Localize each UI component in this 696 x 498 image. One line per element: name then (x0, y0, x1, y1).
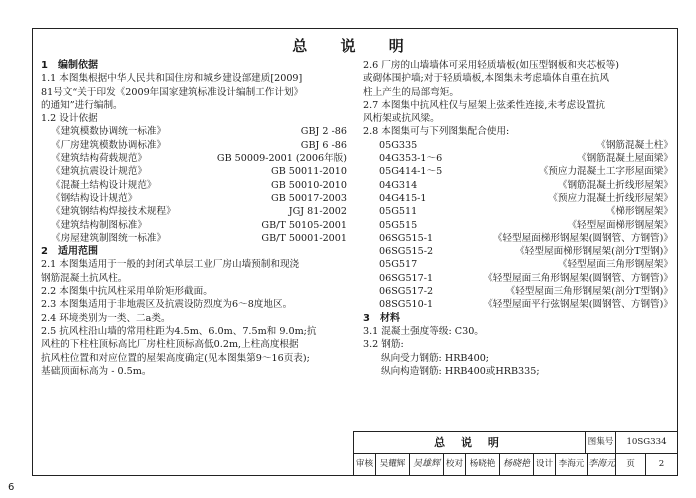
standard-code: GB 50011-2010 (271, 166, 347, 178)
standard-row (41, 165, 347, 178)
checker-signature: 杨晓艳 (500, 454, 534, 476)
atlas-name: 《轻型屋面三角形钢屋架(剖分T型钢)》 (505, 286, 673, 298)
standard-row (41, 219, 347, 232)
paragraph-2-8: 2.8 本图集可与下列图集配合使用: (363, 126, 510, 138)
left-column (41, 59, 347, 378)
atlas-name: 《轻型屋面三角形钢屋架》 (557, 259, 673, 271)
standard-row (41, 125, 347, 138)
standard-code: GB 50017-2003 (271, 192, 347, 204)
paragraph-2-7-line-2: 风桁架或抗风梁。 (363, 113, 440, 125)
paragraph-3-2-item-2: 纵向构造钢筋: HRB400或HRB335; (381, 365, 540, 377)
atlas-code: 05G515 (379, 219, 418, 231)
atlas-row (363, 165, 673, 178)
title-block-name: 总 说 明 (354, 432, 586, 453)
paragraph-1-2: 1.2 设计依据 (41, 113, 98, 125)
atlas-row (363, 245, 673, 258)
standard-row (41, 179, 347, 192)
paragraph-1-1-line-2: 81号文“关于印发《2009年国家建筑标准设计编制工作计划》 (41, 86, 304, 98)
atlas-code: 06SG515-2 (379, 246, 434, 258)
standard-name: 《混凝土结构设计规范》 (51, 179, 157, 191)
atlas-row (363, 205, 673, 218)
atlas-code: 08SG510-1 (379, 299, 434, 311)
atlas-code: 05G335 (379, 139, 418, 151)
paragraph-2-4: 2.4 环境类别为一类、二a类。 (41, 312, 171, 324)
paragraph-3-2: 3.2 钢筋: (363, 339, 404, 351)
book-page-number: 6 (8, 482, 15, 493)
atlas-code: 05G517 (379, 259, 418, 271)
standard-name: 《建筑抗震设计规范》 (51, 166, 147, 178)
checker-name: 杨晓艳 (466, 454, 500, 476)
right-column (363, 59, 673, 378)
standard-name: 《厂房建筑模数协调标准》 (51, 139, 167, 151)
design-label: 设计 (534, 454, 556, 476)
atlas-row (363, 219, 673, 232)
standard-row (41, 232, 347, 245)
standard-row (41, 205, 347, 218)
standard-name: 《钢结构设计规范》 (51, 192, 138, 204)
atlas-code: 04G415-1 (379, 192, 427, 204)
paragraph-2-2: 2.2 本图集中抗风柱采用单阶矩形截面。 (41, 286, 213, 298)
atlas-row (363, 298, 673, 311)
paragraph-2-6-line-2: 或砌体围护墙;对于轻质墙板,本图集未考虑墙体自重在抗风 (363, 73, 610, 85)
paragraph-2-5-line-2: 风柱的下柱柱顶标高比厂房柱柱顶标高低0.2m,上柱高度根据 (41, 339, 299, 351)
atlas-code: 06SG517-1 (379, 272, 434, 284)
paragraph-2-6-line-1: 2.6 厂房的山墙墙体可采用轻质墙板(如压型钢板和夹芯板等) (363, 60, 620, 71)
atlas-name: 《梯形钢屋架》 (605, 206, 673, 218)
atlas-code: 06SG515-1 (379, 232, 434, 244)
atlas-code: 04G353-1～6 (379, 153, 443, 165)
standard-code: GBJ 2 -86 (300, 126, 347, 138)
atlas-row (363, 192, 673, 205)
atlas-name: 《轻型屋面梯形钢屋架(剖分T型钢)》 (515, 246, 673, 258)
atlas-row (363, 232, 673, 245)
atlas-name: 《轻型屋面梯形钢屋架》 (567, 219, 673, 231)
section-2-heading: 2 适用范围 (41, 246, 98, 258)
atlas-name: 《轻型屋面梯形钢屋架(圆钢管、方钢管)》 (492, 232, 673, 244)
drawing-frame (32, 28, 678, 476)
page-label: 页 (616, 454, 646, 476)
atlas-number-label: 图集号 (586, 432, 616, 453)
title-block-bottom-row (354, 454, 677, 476)
page-title: 总 说 明 (292, 37, 418, 55)
standard-name: 《建筑结构荷载规范》 (51, 153, 147, 165)
paragraph-3-2-item-1: 纵向受力钢筋: HRB400; (381, 352, 490, 364)
atlas-list (363, 139, 673, 312)
atlas-name: 《钢筋混凝土折线形屋架》 (557, 179, 673, 191)
standard-name: 《建筑钢结构焊接技术规程》 (51, 206, 176, 218)
paragraph-2-7-line-1: 2.7 本图集中抗风柱仅与屋架上弦柔性连接,未考虑设置抗 (363, 99, 606, 111)
standard-name: 《房屋建筑制图统一标准》 (51, 232, 167, 244)
standard-code: GB/T 50105-2001 (261, 219, 347, 231)
standard-row (41, 152, 347, 165)
standard-name: 《建筑结构制图标准》 (51, 219, 147, 231)
atlas-code: 04G314 (379, 179, 418, 191)
atlas-name: 《轻型屋面三角形钢屋架(圆钢管、方钢管)》 (483, 272, 673, 284)
paragraph-2-5-line-4: 基础顶面标高为 - 0.5m。 (41, 365, 152, 377)
paragraph-2-3: 2.3 本图集适用于非地震区及抗震设防烈度为6～8度地区。 (41, 299, 293, 311)
paragraph-2-6-line-3: 柱上产生的局部弯矩。 (363, 86, 459, 98)
paragraph-3-1: 3.1 混凝土强度等级: C30。 (363, 325, 484, 337)
standard-row (41, 139, 347, 152)
section-3-heading: 3 材料 (363, 312, 400, 324)
reviewer-name: 吴耀辉 (376, 454, 410, 476)
atlas-name: 《钢筋混凝土柱》 (596, 139, 673, 151)
atlas-row (363, 139, 673, 152)
check-label: 校对 (444, 454, 466, 476)
atlas-row (363, 179, 673, 192)
paragraph-2-1-line-1: 2.1 本图集适用于一般的封闭式单层工业厂房山墙预制和现浇 (41, 259, 300, 271)
atlas-name: 《预应力混凝土工字形屋面梁》 (538, 166, 673, 178)
standard-code: GB/T 50001-2001 (261, 232, 347, 244)
atlas-row (363, 272, 673, 285)
atlas-row (363, 285, 673, 298)
atlas-name: 《预应力混凝土折线形屋架》 (548, 192, 673, 204)
paragraph-1-1-line-1: 1.1 本图集根据中华人民共和国住房和城乡建设部建质[2009] (41, 73, 303, 85)
standard-code: GBJ 6 -86 (300, 139, 347, 151)
standard-row (41, 192, 347, 205)
standards-list (41, 125, 347, 245)
paragraph-1-1-line-3: 的通知”进行编制。 (41, 99, 123, 111)
standard-name: 《建筑模数协调统一标准》 (51, 126, 167, 138)
atlas-row (363, 152, 673, 165)
reviewer-signature: 吴雄辉 (410, 454, 444, 476)
atlas-code: 05G511 (379, 206, 418, 218)
paragraph-2-1-line-2: 钢筋混凝土抗风柱。 (41, 272, 128, 284)
atlas-name: 《钢筋混凝土屋面梁》 (577, 153, 673, 165)
atlas-name: 《轻型屋面平行弦钢屋架(圆钢管、方钢管)》 (483, 299, 673, 311)
designer-signature: 李海元 (588, 454, 616, 476)
review-label: 审核 (354, 454, 376, 476)
paragraph-2-5-line-3: 抗风柱位置和对应位置的屋架高度确定(见本图集第9～16页表); (41, 352, 310, 364)
atlas-number: 10SG334 (626, 437, 667, 447)
atlas-code: 05G414-1～5 (379, 166, 443, 178)
title-block-top-row (354, 432, 677, 454)
page-number-cell: 2 (658, 459, 665, 469)
atlas-code: 06SG517-2 (379, 286, 434, 298)
designer-name: 李海元 (556, 454, 588, 476)
standard-code: GB 50009-2001 (2006年版) (216, 153, 347, 165)
section-1-heading: 1 编制依据 (41, 60, 98, 71)
title-block (353, 431, 677, 475)
paragraph-2-5-line-1: 2.5 抗风柱沿山墙的常用柱距为4.5m、6.0m、7.5m和 9.0m;抗 (41, 325, 317, 337)
standard-code: GB 50010-2010 (271, 179, 347, 191)
atlas-row (363, 258, 673, 271)
standard-code: JGJ 81-2002 (288, 206, 347, 218)
